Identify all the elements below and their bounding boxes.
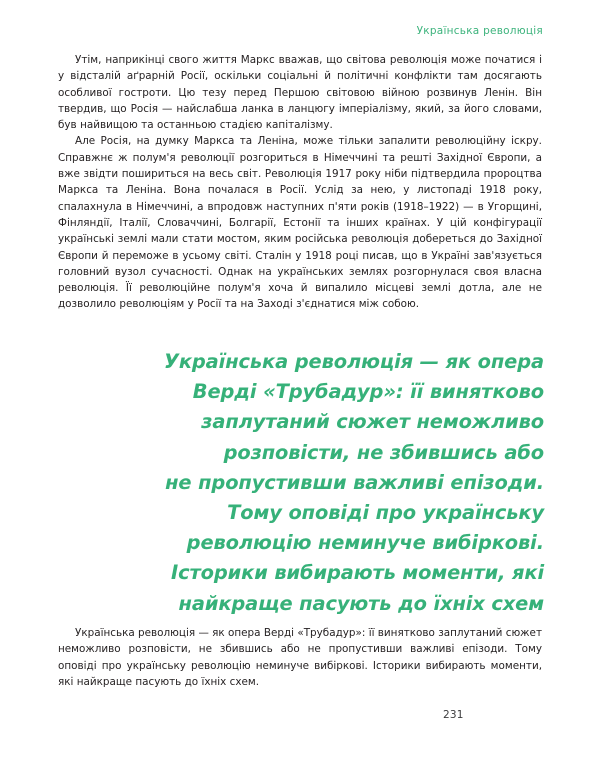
pull-quote-line: найкраще пасують до їхніх схем (178, 591, 544, 615)
pull-quote-line: Українська революція — як опера (163, 350, 544, 373)
pull-quote-line: розповісти, не збившись або (223, 440, 544, 464)
running-head: Українська революція (416, 25, 543, 37)
pull-quote-line: революцію неминуче вибіркові. (186, 531, 544, 555)
pull-quote (160, 347, 544, 619)
pull-quote-line: Історики вибирають моменти, які (171, 561, 544, 585)
body-paragraph: Утім, наприкінці свого життя Маркс вважав, що світова революція може початися і у відсталій аґрарній Росії, оскільки соціальні й політичні конфлікти там досягають особливої гостроти. Цю тезу перед Першою світовою війною розвинув Ленін. Він твердив, що Росія — найслабша ланка в ланцюгу імперіалізму, який, за його словами, був найвищою та останньою стадією капіталізму. (58, 54, 542, 132)
page-number: 231 (443, 709, 464, 721)
pull-quote-line: Тому оповіді про українську (227, 501, 544, 525)
recap-paragraph: Українська революція — як опера Верді «Трубадур»: її винятково заплутаний сюжет неможливо розповісти, не збившись або не пропустивши важливі епізоди. Тому оповіді про українську революцію неминуче вибіркові. Історики вибирають моменти, які найкраще пасують до їхніх схем. (58, 627, 542, 688)
pull-quote-line: Верді «Трубадур»: її винятково (192, 380, 544, 404)
pull-quote-line: не пропустивши важливі епізоди. (165, 470, 544, 494)
pull-quote-line: заплутаний сюжет неможливо (201, 410, 544, 434)
body-paragraph: Але Росія, на думку Маркса та Леніна, може тільки запалити революційну іскру. Справжнє ж полум'я революції розгориться в Німеччині та решті Західної Європи, а вже звідти пошириться на весь світ. Революція 1917 року ніби підтвердила пророцтва Маркса та Леніна. Вона почалася в Росії. Услід за нею, у листопаді 1918 року, спалахнула в Німеччині, а впродовж наступних п'яти років (1918–1922) — в Угорщині, Фінляндії, Італії, Словаччині, Болгарії, Естонії та інших країнах. У цій конфігурації українські землі мали стати мостом, яким російська революція добереться до Західної Європи й переможе в усьому світі. Сталін у 1918 році писав, що в Україні зав'язується головний вузол сучасності. Однак на українських землях розгорнулася своя власна революція. Її революційне полум'я хоча й випалило місцеві землі дотла, але не дозволило революціям у Росії та на Заході з'єднатися між собою. (58, 135, 542, 311)
body-text-column (58, 52, 542, 313)
recap-paragraph-block (58, 625, 542, 690)
